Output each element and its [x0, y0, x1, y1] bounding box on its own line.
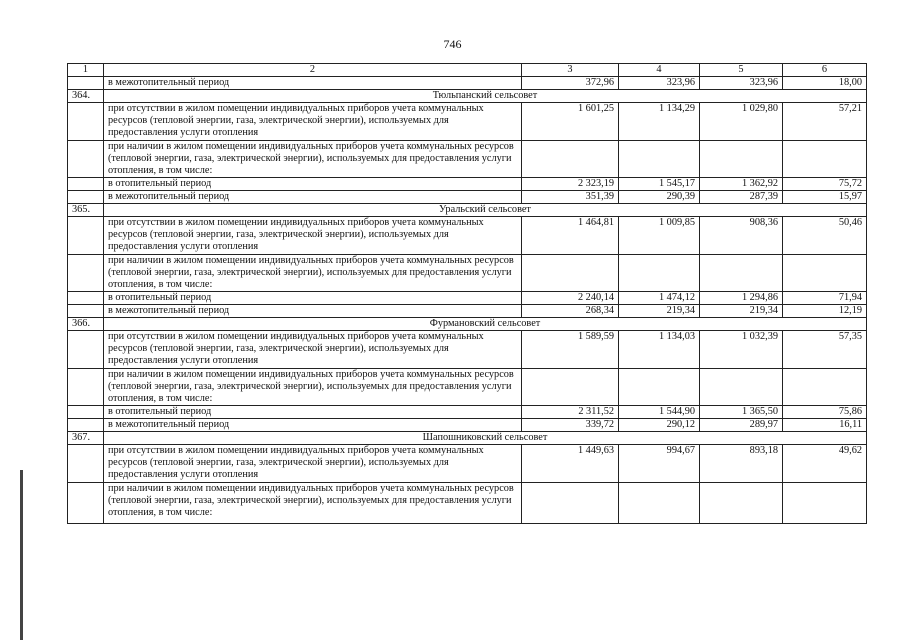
value-col-4: 1 474,12 [619, 292, 700, 305]
table-row [68, 419, 867, 432]
table-row [68, 305, 867, 318]
index-cell [68, 191, 104, 204]
value-col-5: 219,34 [700, 305, 783, 318]
row-label: при отсутствии в жилом помещении индивидуальных приборов учета коммунальных ресурсов (тепловой энергии, газа, электрической энергии), используемых для предоставления услуги отопления [104, 103, 522, 141]
index-cell [68, 292, 104, 305]
index-cell [68, 305, 104, 318]
value-col-3: 339,72 [522, 419, 619, 432]
value-col-3: 351,39 [522, 191, 619, 204]
row-label: при наличии в жилом помещении индивидуальных приборов учета коммунальных ресурсов (тепловой энергии, газа, электрической энергии), используемых для предоставления услуги отопления, в том числе: [104, 369, 522, 406]
header-col-3: 3 [522, 64, 619, 77]
section-index: 364. [68, 90, 104, 103]
row-label: при отсутствии в жилом помещении индивидуальных приборов учета коммунальных ресурсов (тепловой энергии, газа, электрической энергии), используемых для предоставления услуги отопления [104, 331, 522, 369]
value-col-4: 290,39 [619, 191, 700, 204]
value-col-5: 893,18 [700, 445, 783, 483]
value-col-3 [522, 483, 619, 524]
table-row [68, 369, 867, 406]
value-col-4: 1 545,17 [619, 178, 700, 191]
table-row [68, 77, 867, 90]
index-cell [68, 406, 104, 419]
row-label: в межотопительный период [104, 191, 522, 204]
row-label: при наличии в жилом помещении индивидуальных приборов учета коммунальных ресурсов (тепловой энергии, газа, электрической энергии), используемых для предоставления услуги отопления, в том числе: [104, 141, 522, 178]
value-col-5 [700, 141, 783, 178]
value-col-6 [783, 141, 867, 178]
index-cell [68, 255, 104, 292]
value-col-6 [783, 369, 867, 406]
row-label: в отопительный период [104, 406, 522, 419]
table-row [68, 406, 867, 419]
section-title: Шапошниковский сельсовет [104, 432, 867, 445]
table-row [68, 141, 867, 178]
scan-edge-bar [20, 470, 23, 640]
table-row [68, 292, 867, 305]
value-col-4: 290,12 [619, 419, 700, 432]
value-col-4: 219,34 [619, 305, 700, 318]
value-col-3: 1 601,25 [522, 103, 619, 141]
value-col-4 [619, 255, 700, 292]
header-row [68, 64, 867, 77]
index-cell [68, 331, 104, 369]
value-col-3 [522, 369, 619, 406]
header-col-4: 4 [619, 64, 700, 77]
value-col-6: 12,19 [783, 305, 867, 318]
table-row [68, 445, 867, 483]
value-col-4 [619, 141, 700, 178]
value-col-3: 1 449,63 [522, 445, 619, 483]
value-col-5: 289,97 [700, 419, 783, 432]
value-col-3 [522, 255, 619, 292]
value-col-4: 1 134,29 [619, 103, 700, 141]
table-row [68, 103, 867, 141]
index-cell [68, 369, 104, 406]
header-col-1: 1 [68, 64, 104, 77]
value-col-3: 2 240,14 [522, 292, 619, 305]
table-row [68, 217, 867, 255]
value-col-5 [700, 483, 783, 524]
value-col-6: 50,46 [783, 217, 867, 255]
value-col-5: 1 032,39 [700, 331, 783, 369]
section-index: 365. [68, 204, 104, 217]
value-col-5: 1 362,92 [700, 178, 783, 191]
value-col-5: 1 029,80 [700, 103, 783, 141]
section-title-row [68, 432, 867, 445]
value-col-5 [700, 255, 783, 292]
section-index: 367. [68, 432, 104, 445]
value-col-3: 2 311,52 [522, 406, 619, 419]
index-cell [68, 419, 104, 432]
row-label: при отсутствии в жилом помещении индивидуальных приборов учета коммунальных ресурсов (тепловой энергии, газа, электрической энергии), используемых для предоставления услуги отопления [104, 217, 522, 255]
row-label: при наличии в жилом помещении индивидуальных приборов учета коммунальных ресурсов (тепловой энергии, газа, электрической энергии), используемых для предоставления услуги отопления, в том числе: [104, 255, 522, 292]
section-title: Фурмановский сельсовет [104, 318, 867, 331]
table-row [68, 331, 867, 369]
value-col-5: 323,96 [700, 77, 783, 90]
value-col-4 [619, 483, 700, 524]
value-col-6: 57,35 [783, 331, 867, 369]
tariff-table [67, 63, 867, 524]
value-col-4 [619, 369, 700, 406]
index-cell [68, 77, 104, 90]
section-title-row [68, 204, 867, 217]
value-col-3: 1 464,81 [522, 217, 619, 255]
index-cell [68, 217, 104, 255]
value-col-4: 994,67 [619, 445, 700, 483]
section-title-row [68, 90, 867, 103]
index-cell [68, 483, 104, 524]
table-row [68, 483, 867, 524]
value-col-6 [783, 255, 867, 292]
value-col-3: 2 323,19 [522, 178, 619, 191]
value-col-3 [522, 141, 619, 178]
value-col-4: 1 544,90 [619, 406, 700, 419]
value-col-6: 49,62 [783, 445, 867, 483]
section-index: 366. [68, 318, 104, 331]
value-col-6 [783, 483, 867, 524]
value-col-3: 1 589,59 [522, 331, 619, 369]
value-col-6: 71,94 [783, 292, 867, 305]
row-label: при отсутствии в жилом помещении индивидуальных приборов учета коммунальных ресурсов (тепловой энергии, газа, электрической энергии), используемых для предоставления услуги отопления [104, 445, 522, 483]
index-cell [68, 445, 104, 483]
section-title: Тюльпанский сельсовет [104, 90, 867, 103]
value-col-4: 323,96 [619, 77, 700, 90]
index-cell [68, 141, 104, 178]
value-col-4: 1 134,03 [619, 331, 700, 369]
value-col-5: 908,36 [700, 217, 783, 255]
value-col-6: 75,72 [783, 178, 867, 191]
value-col-3: 268,34 [522, 305, 619, 318]
value-col-6: 18,00 [783, 77, 867, 90]
value-col-6: 16,11 [783, 419, 867, 432]
page-number: 746 [443, 37, 462, 51]
header-col-5: 5 [700, 64, 783, 77]
table-row [68, 255, 867, 292]
value-col-5 [700, 369, 783, 406]
section-title-row [68, 318, 867, 331]
row-label: в межотопительный период [104, 419, 522, 432]
table-row [68, 178, 867, 191]
value-col-5: 1 294,86 [700, 292, 783, 305]
value-col-5: 287,39 [700, 191, 783, 204]
value-col-6: 57,21 [783, 103, 867, 141]
value-col-5: 1 365,50 [700, 406, 783, 419]
table-row [68, 191, 867, 204]
row-label: в межотопительный период [104, 305, 522, 318]
index-cell [68, 103, 104, 141]
index-cell [68, 178, 104, 191]
row-label: в межотопительный период [104, 77, 522, 90]
value-col-6: 15,97 [783, 191, 867, 204]
row-label: в отопительный период [104, 292, 522, 305]
row-label: в отопительный период [104, 178, 522, 191]
value-col-4: 1 009,85 [619, 217, 700, 255]
section-title: Уральский сельсовет [104, 204, 867, 217]
value-col-6: 75,86 [783, 406, 867, 419]
row-label: при наличии в жилом помещении индивидуальных приборов учета коммунальных ресурсов (тепловой энергии, газа, электрической энергии), используемых для предоставления услуги отопления, в том числе: [104, 483, 522, 524]
value-col-3: 372,96 [522, 77, 619, 90]
header-col-2: 2 [104, 64, 522, 77]
header-col-6: 6 [783, 64, 867, 77]
